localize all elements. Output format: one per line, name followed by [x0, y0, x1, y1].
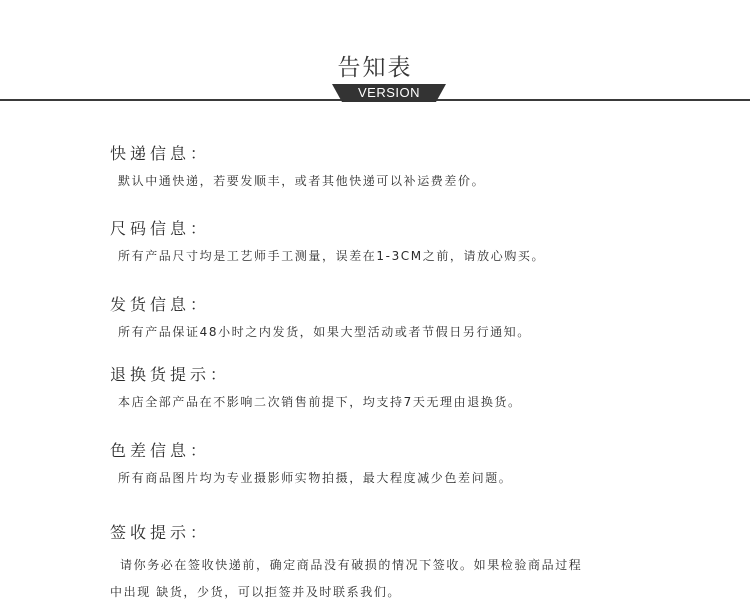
section-color — [110, 440, 710, 488]
section-body: 默认中通快递，若要发顺丰，或者其他快递可以补运费差价。 — [118, 174, 486, 188]
section-title: 色差信息： — [110, 441, 211, 460]
section-body — [110, 552, 710, 606]
section-title: 快递信息： — [110, 144, 211, 163]
section-title: 发货信息： — [110, 295, 211, 314]
section-size — [110, 218, 710, 266]
version-badge-label: VERSION — [357, 85, 420, 100]
section-signing — [110, 522, 710, 606]
section-body: 所有产品保证48小时之内发货，如果大型活动或者节假日另行通知。 — [118, 325, 531, 339]
section-shipping — [110, 143, 710, 191]
section-title: 尺码信息： — [110, 219, 211, 238]
section-body: 所有产品尺寸均是工艺师手工测量，误差在1-3CM之前，请放心购买。 — [118, 249, 546, 263]
section-body: 所有商品图片均为专业摄影师实物拍摄，最大程度减少色差问题。 — [118, 471, 513, 485]
section-delivery — [110, 294, 710, 342]
version-badge — [332, 84, 446, 102]
section-body: 本店全部产品在不影响二次销售前提下，均支持7天无理由退换货。 — [118, 395, 522, 409]
section-returns — [110, 364, 710, 412]
section-title: 签收提示： — [110, 523, 211, 542]
header-title: 告知表 — [337, 55, 413, 81]
section-body-line: 中出现 缺货，少货，可以拒签并及时联系我们。 — [110, 585, 402, 599]
section-body-line: 请你务必在签收快递前，确定商品没有破损的情况下签收。如果检验商品过程 — [120, 558, 583, 572]
section-title: 退换货提示： — [110, 365, 231, 384]
